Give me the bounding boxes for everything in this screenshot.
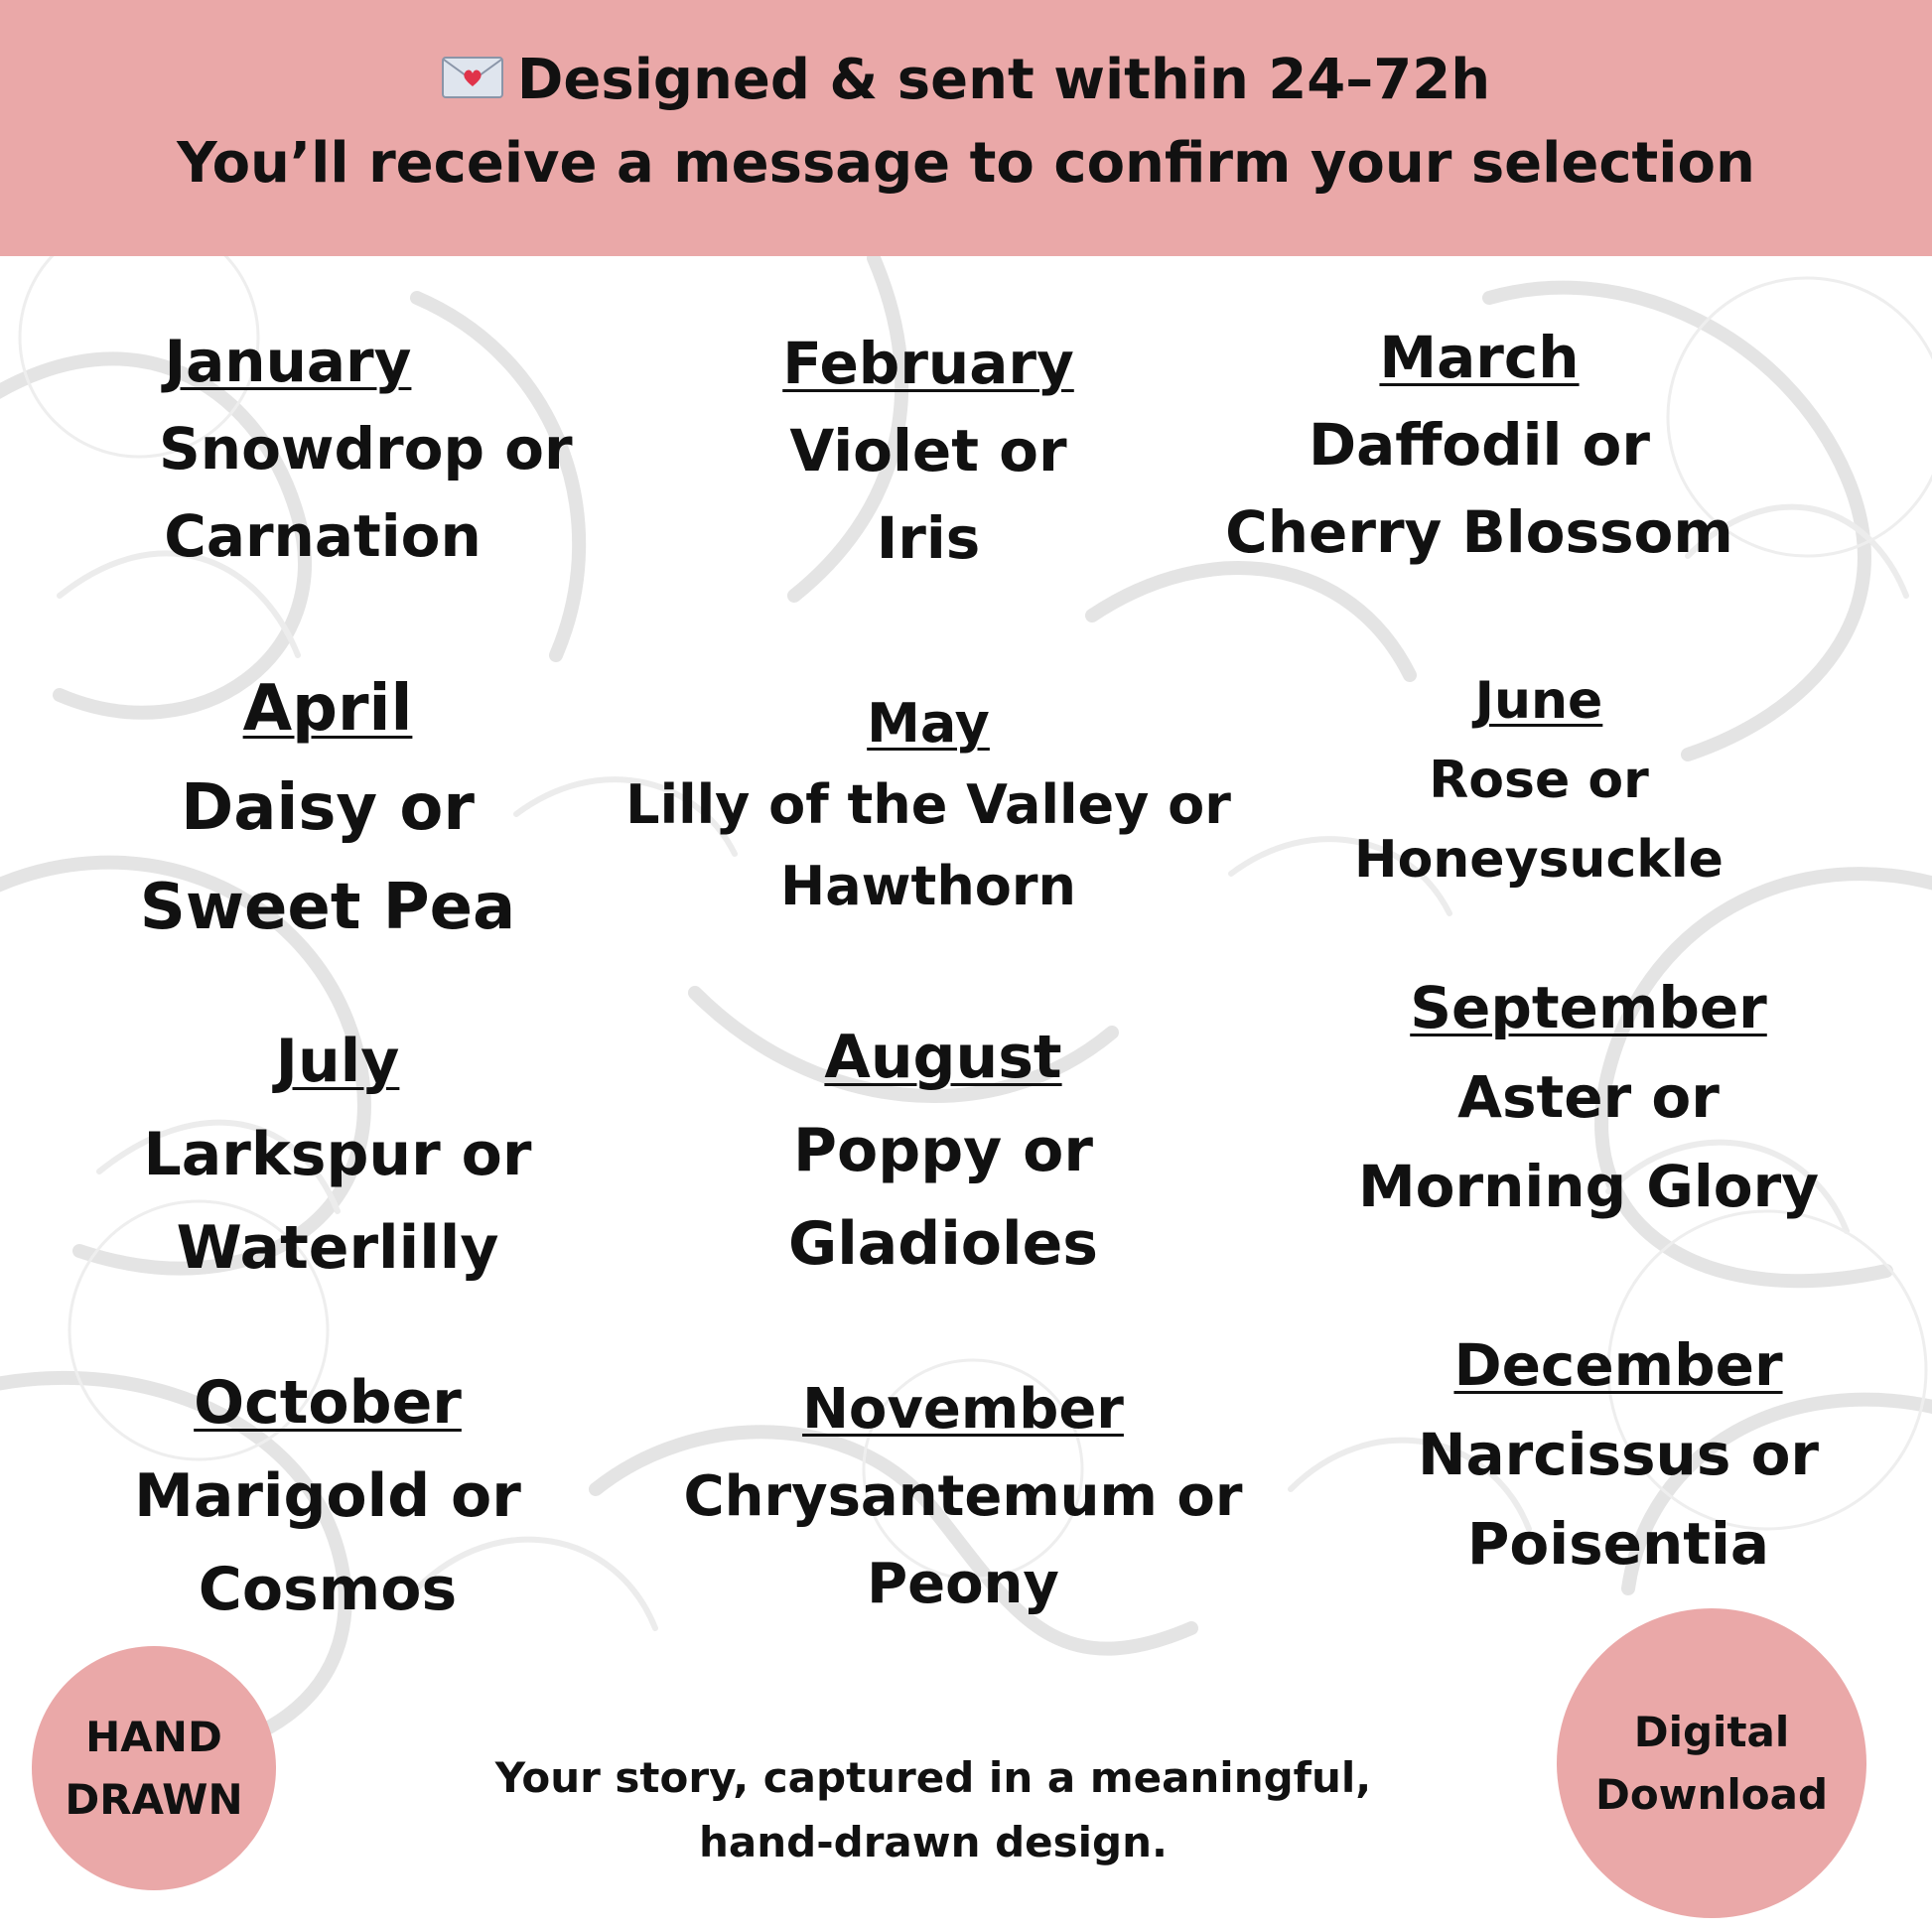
badge-line-2: Download: [1594, 1770, 1829, 1819]
flower-line-1: Larkspur or: [143, 1120, 532, 1189]
month-may: [616, 683, 1261, 927]
month-name: October: [194, 1368, 462, 1438]
month-name: June: [1474, 671, 1603, 731]
badge-line-2: DRAWN: [65, 1775, 243, 1824]
flower-line-1: Daffodil or: [1308, 411, 1651, 479]
month-april: [99, 659, 556, 957]
flower-line-1: Marigold or: [134, 1461, 521, 1531]
flower-line-2: Honeysuckle: [1354, 830, 1724, 890]
flower-line-1: Narcissus or: [1417, 1421, 1820, 1488]
flower-line-2: Waterlilly: [176, 1213, 499, 1283]
tagline: [457, 1745, 1410, 1874]
month-august: [695, 1011, 1211, 1291]
month-name: April: [242, 672, 413, 746]
month-name: December: [1453, 1331, 1783, 1399]
month-name: August: [824, 1023, 1062, 1092]
flower-line-1: Poppy or: [793, 1116, 1093, 1185]
month-name: May: [867, 692, 990, 755]
month-july: [99, 1015, 576, 1295]
flower-line-1: Chrysantemum or: [683, 1464, 1243, 1529]
month-december: [1370, 1320, 1866, 1588]
month-name: November: [802, 1377, 1124, 1442]
flower-line-2: Iris: [876, 504, 981, 572]
header-confirm-text: You’ll receive a message to confirm your selection: [177, 131, 1755, 196]
flower-line-2: Morning Glory: [1357, 1153, 1820, 1220]
month-february: [715, 320, 1162, 582]
flower-line-1: Aster or: [1457, 1063, 1720, 1131]
flower-line-2: Peony: [867, 1552, 1059, 1616]
month-name: July: [275, 1027, 400, 1096]
month-november: [655, 1366, 1271, 1628]
hand-drawn-badge: [32, 1646, 276, 1890]
flower-line-2: Poisentia: [1466, 1510, 1770, 1578]
flower-line-2: Cosmos: [198, 1555, 458, 1624]
month-name: February: [782, 330, 1074, 397]
month-march: [1225, 314, 1767, 576]
month-name: September: [1410, 974, 1767, 1041]
month-october: [99, 1356, 556, 1636]
tagline-line-2: hand-drawn design.: [699, 1818, 1168, 1867]
flower-line-1: Violet or: [789, 417, 1067, 484]
flower-line-2: Sweet Pea: [139, 871, 516, 944]
month-june: [1330, 661, 1787, 899]
flower-line-1: Snowdrop or: [159, 415, 573, 483]
flower-line-1: Rose or: [1429, 751, 1649, 810]
badge-line-1: HAND: [85, 1713, 222, 1761]
flower-line-1: Lilly of the Valley or: [625, 773, 1231, 836]
header-banner: [0, 0, 1932, 256]
flower-line-2: Carnation: [164, 502, 482, 570]
month-september: [1330, 963, 1847, 1231]
badge-line-1: Digital: [1633, 1708, 1790, 1756]
header-delivery-line: [0, 48, 1932, 112]
flower-line-2: Hawthorn: [780, 855, 1076, 917]
month-name: March: [1379, 324, 1580, 391]
digital-download-badge: [1557, 1608, 1866, 1918]
flower-line-1: Daisy or: [181, 771, 475, 845]
month-name: January: [164, 328, 412, 395]
month-january: [99, 318, 573, 580]
tagline-line-1: Your story, captured in a meaningful,: [494, 1753, 1372, 1802]
love-letter-envelope-icon: [442, 57, 503, 98]
flower-line-2: Gladioles: [787, 1209, 1098, 1279]
flower-line-2: Cherry Blossom: [1225, 498, 1733, 566]
header-delivery-text: Designed & sent within 24–72h: [516, 48, 1491, 112]
